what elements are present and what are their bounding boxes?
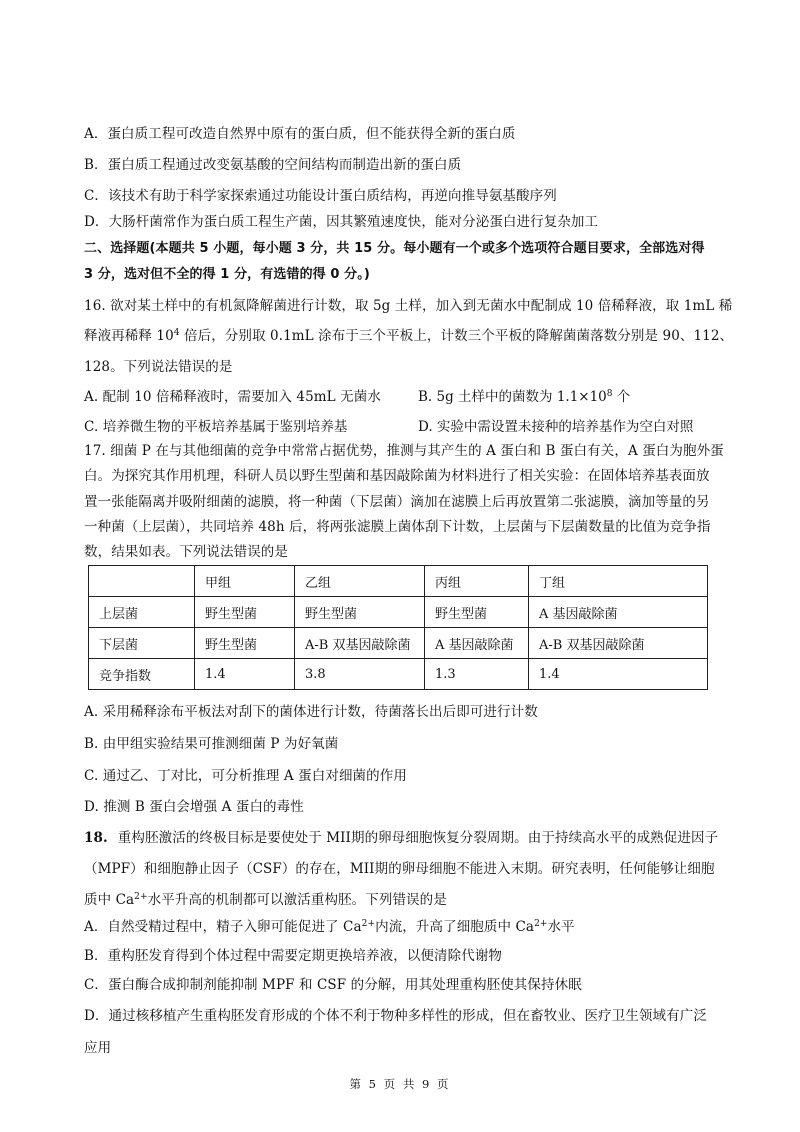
table-header-cell: 甲组 [195,566,295,597]
table-cell: 3.8 [295,659,425,690]
q17-stem-line4: 一种菌（上层菌），共同培养 48h 后，将两张滤膜上菌体刮下计数，上层菌与下层菌数量的比值为竞争指 [84,519,711,535]
q16-option-d: D. 实验中需设置未接种的培养基作为空白对照 [418,419,694,435]
q16-stem-line3: 128。下列说法错误的是 [84,359,233,375]
table-cell: 野生型菌 [195,628,295,659]
table-cell: 野生型菌 [425,597,529,628]
table-cell: A 基因敲除菌 [425,628,529,659]
q17-stem-line5: 数，结果如表。下列说法错误的是 [84,544,288,560]
table-header-cell: 丁组 [529,566,708,597]
table-cell: 上层菌 [89,597,195,628]
table-header-cell: 丙组 [425,566,529,597]
q16-stem-line1: 16. 欲对某土样中的有机氮降解菌进行计数，取 5g 土样，加入到无菌水中配制成 10 倍稀释液，取 1mL 稀 [84,298,733,314]
table-cell: 野生型菌 [295,597,425,628]
q17-option-c: C. 通过乙、丁对比，可分析推理 A 蛋白对细菌的作用 [84,768,407,784]
q18-option-c: C．蛋白酶合成抑制剂能抑制 MPF 和 CSF 的分解，用其处理重构胚使其保持休眠 [84,977,582,993]
q15-option-a: A．蛋白质工程可改造自然界中原有的蛋白质，但不能获得全新的蛋白质 [84,126,516,142]
table-row [89,597,708,628]
q18-stem-line3: 质中 $Ca^{2+}$水平升高的机制都可以激活重构胚。下列错误的是 [84,892,447,908]
q15-option-d: D．大肠杆菌常作为蛋白质工程生产菌，因其繁殖速度快，能对分泌蛋白进行复杂加工 [84,214,599,230]
table-cell: 1.4 [195,659,295,690]
section2-heading-line1: 二、选择题(本题共 5 小题，每小题 3 分，共 15 分。每小题有一个或多个选项符合题目要求，全部选对得 [84,241,705,256]
table-cell: A 基因敲除菌 [529,597,708,628]
q17-stem-line3: 置一张能隔离并吸附细菌的滤膜，将一种菌（下层菌）滴加在滤膜上后再放置第二张滤膜，滴加等量的另 [84,494,710,510]
table-cell: 下层菌 [89,628,195,659]
q18-option-d-line1: D．通过核移植产生重构胚发育形成的个体不利于物种多样性的形成，但在畜牧业、医疗卫生领域有广泛 [84,1008,707,1024]
table-header-row [89,566,708,597]
q17-stem-line1: 17. 细菌 P 在与其他细菌的竞争中常常占据优势，推测与其产生的 A 蛋白和 B 蛋白有关，A 蛋白为胞外蛋 [84,443,724,459]
table-header-cell: 乙组 [295,566,425,597]
q17-option-b: B. 由甲组实验结果可推测细菌 P 为好氧菌 [84,736,339,752]
q16-stem-line2: 释液再稀释 $10^4$ 倍后，分别取 0.1mL 涂布于三个平板上，计数三个平板的降解菌菌落数分别是 90、112、 [84,328,734,344]
q17-option-d: D. 推测 B 蛋白会增强 A 蛋白的毒性 [84,799,304,815]
table-cell: A-B 双基因敲除菌 [295,628,425,659]
q17-option-a: A. 采用稀释涂布平板法对刮下的菌体进行计数，待菌落长出后即可进行计数 [84,704,538,720]
q15-option-b: B．蛋白质工程通过改变氨基酸的空间结构而制造出新的蛋白质 [84,157,462,173]
table-cell: 野生型菌 [195,597,295,628]
table-cell: 1.3 [425,659,529,690]
table-cell: A-B 双基因敲除菌 [529,628,708,659]
table-row [89,659,708,690]
q18-number: 18. [84,830,108,846]
q16-option-a: A. 配制 10 倍稀释液时，需要加入 45mL 无菌水 [84,389,381,405]
page-footer: 第 5 页 共 9 页 [349,1077,451,1091]
q18-stem-line1: 18. 重构胚激活的终极目标是要使处于 MII期的卵母细胞恢复分裂周期。由于持续高水平的成熟促进因子 [84,830,719,846]
q18-option-b: B．重构胚发育得到个体过程中需要定期更换培养液，以便清除代谢物 [84,948,503,964]
section2-heading-line2: 3 分，选对但不全的得 1 分，有选错的得 0 分。) [84,267,370,282]
competition-table [88,565,708,690]
q15-option-c: C．该技术有助于科学家探索通过功能设计蛋白质结构，再逆向推导氨基酸序列 [84,188,557,204]
table-row [89,628,708,659]
q18-option-a: A．自然受精过程中，精子入卵可能促进了 $Ca^{2+}$内流，升高了细胞质中 $Ca^{2+}$水平 [84,919,575,935]
table-cell: 竞争指数 [89,659,195,690]
q17-stem-line2: 白。为探究其作用机理，科研人员以野生型菌和基因敲除菌为材料进行了相关实验：在固体培养基表面放 [84,468,710,484]
q18-option-d-line2: 应用 [84,1040,112,1056]
q18-stem-line2: （MPF）和细胞静止因子（CSF）的存在，MII期的卵母细胞不能进入末期。研究表明，任何能够让细胞 [84,861,715,877]
table-cell: 1.4 [529,659,708,690]
table-header-cell [89,566,195,597]
q16-option-b: B. 5g 土样中的菌数为 $1.1\times 10^8$ 个 [418,389,631,405]
q16-option-c: C. 培养微生物的平板培养基属于鉴别培养基 [84,419,348,435]
